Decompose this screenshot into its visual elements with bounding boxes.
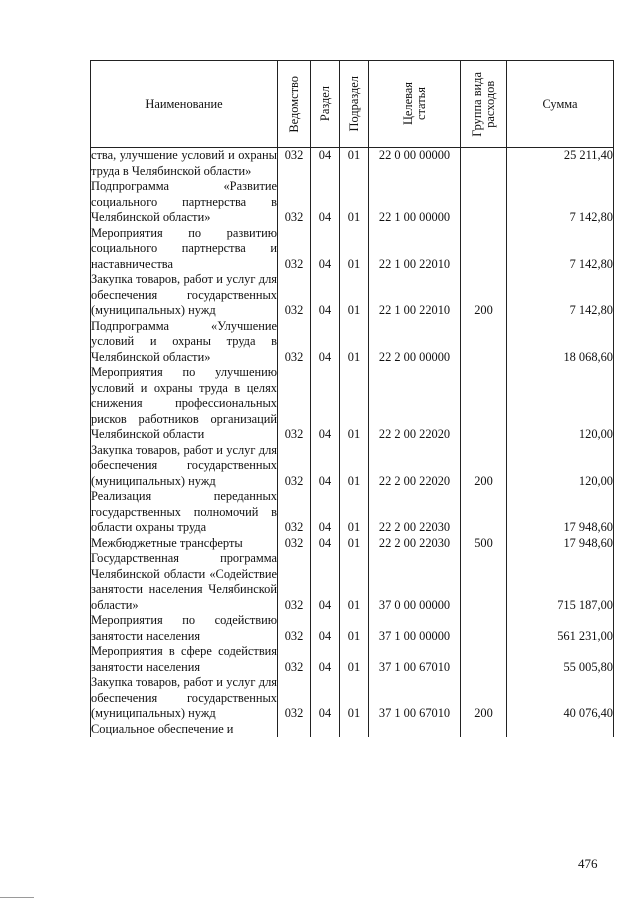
cell-sum: 715 187,00 <box>507 551 614 613</box>
cell-ved: 032 <box>278 226 311 273</box>
cell-name: Мероприятия по улучшению условий и охраны труда в целях снижения профессиональных рисков работников организаций Челябинской области <box>91 365 277 441</box>
cell-razd: 04 <box>311 365 340 443</box>
cell-podr: 01 <box>340 675 369 722</box>
cell-stat: 37 1 00 00000 <box>369 613 461 644</box>
table-row <box>91 675 614 722</box>
cell-podr: 01 <box>340 489 369 536</box>
cell-grp <box>461 365 507 443</box>
table-row <box>91 644 614 675</box>
cell-razd: 04 <box>311 675 340 722</box>
cell-grp: 200 <box>461 272 507 319</box>
cell-name: Мероприятия по содействию занятости населения <box>91 613 277 643</box>
cell-podr: 01 <box>340 148 369 180</box>
cell-grp <box>461 226 507 273</box>
cell-stat: 37 0 00 00000 <box>369 551 461 613</box>
cell-stat: 22 2 00 22030 <box>369 536 461 552</box>
header-podrazdel: Подраздел <box>340 61 369 148</box>
cell-grp <box>461 489 507 536</box>
cell-name: ства, улучшение условий и охраны труда в Челябинской области» <box>91 148 277 178</box>
table-row <box>91 536 614 552</box>
cell-stat: 37 1 00 67010 <box>369 675 461 722</box>
cell-grp <box>461 722 507 738</box>
cell-stat: 22 2 00 22030 <box>369 489 461 536</box>
table-row <box>91 319 614 366</box>
cell-name: Социальное обеспечение и <box>91 722 278 738</box>
table-header-row <box>91 61 614 148</box>
cell-name: Реализация переданных государственных полномочий в области охраны труда <box>91 489 277 534</box>
scan-edge-mark <box>0 897 34 898</box>
cell-ved: 032 <box>278 489 311 536</box>
cell-grp <box>461 551 507 613</box>
cell-sum: 120,00 <box>507 365 614 443</box>
cell-razd: 04 <box>311 551 340 613</box>
cell-sum: 7 142,80 <box>507 272 614 319</box>
table-row <box>91 613 614 644</box>
cell-podr: 01 <box>340 179 369 226</box>
cell-podr: 01 <box>340 551 369 613</box>
cell-grp: 200 <box>461 443 507 490</box>
cell-ved: 032 <box>278 148 311 180</box>
page-number: 476 <box>578 856 598 871</box>
cell-sum: 55 005,80 <box>507 644 614 675</box>
cell-sum: 18 068,60 <box>507 319 614 366</box>
header-name: Наименование <box>91 61 278 148</box>
cell-grp <box>461 644 507 675</box>
cell-razd: 04 <box>311 272 340 319</box>
cell-name: Государственная программа Челябинской области «Содействие занятости населения Челябинской области» <box>91 551 277 612</box>
cell-grp: 200 <box>461 675 507 722</box>
cell-stat: 22 2 00 22020 <box>369 365 461 443</box>
cell-grp <box>461 148 507 180</box>
cell-stat: 22 2 00 22020 <box>369 443 461 490</box>
cell-name: Мероприятия по развитию социального партнерства и наставничества <box>91 225 277 271</box>
cell-razd: 04 <box>311 613 340 644</box>
table-row <box>91 272 614 319</box>
table-row <box>91 226 614 273</box>
cell-razd: 04 <box>311 319 340 366</box>
cell-stat: 22 1 00 00000 <box>369 179 461 226</box>
cell-podr: 01 <box>340 272 369 319</box>
cell-name: Закупка товаров, работ и услуг для обеспечения государственных (муниципальных) нужд <box>91 675 277 720</box>
cell-ved: 032 <box>278 443 311 490</box>
header-vedomstvo: Ведомство <box>278 61 311 148</box>
cell-razd: 04 <box>311 644 340 675</box>
cell-podr <box>340 722 369 738</box>
cell-grp <box>461 179 507 226</box>
cell-sum: 7 142,80 <box>507 226 614 273</box>
header-target-article: Целевая статья <box>369 61 461 148</box>
cell-ved: 032 <box>278 272 311 319</box>
table-row <box>91 443 614 490</box>
cell-razd: 04 <box>311 489 340 536</box>
cell-razd: 04 <box>311 148 340 180</box>
cell-ved: 032 <box>278 551 311 613</box>
table-row <box>91 489 614 536</box>
table-row <box>91 365 614 443</box>
cell-name: Закупка товаров, работ и услуг для обеспечения государственных (муниципальных) нужд <box>91 442 277 488</box>
cell-ved: 032 <box>278 319 311 366</box>
cell-ved: 032 <box>278 675 311 722</box>
cell-razd: 04 <box>311 179 340 226</box>
cell-stat: 22 1 00 22010 <box>369 272 461 319</box>
cell-stat: 22 2 00 00000 <box>369 319 461 366</box>
cell-sum: 120,00 <box>507 443 614 490</box>
cell-name: Подпрограмма «Улучшение условий и охраны труда в Челябинской области» <box>91 318 277 364</box>
cell-name: Межбюджетные трансферты <box>91 536 278 552</box>
cell-podr: 01 <box>340 613 369 644</box>
cell-ved: 032 <box>278 613 311 644</box>
cell-stat: 22 0 00 00000 <box>369 148 461 180</box>
cell-podr: 01 <box>340 536 369 552</box>
cell-razd: 04 <box>311 226 340 273</box>
cell-podr: 01 <box>340 443 369 490</box>
table-row <box>91 148 614 180</box>
table-row <box>91 179 614 226</box>
cell-razd <box>311 722 340 738</box>
cell-sum: 17 948,60 <box>507 489 614 536</box>
cell-razd: 04 <box>311 536 340 552</box>
cell-razd: 04 <box>311 443 340 490</box>
cell-podr: 01 <box>340 644 369 675</box>
cell-name: Мероприятия в сфере содействия занятости населения <box>91 644 277 674</box>
table-body <box>91 148 614 738</box>
cell-podr: 01 <box>340 365 369 443</box>
table-row <box>91 551 614 613</box>
header-expense-group: Группа вида расходов <box>461 61 507 148</box>
cell-sum: 25 211,40 <box>507 148 614 180</box>
cell-ved <box>278 722 311 738</box>
cell-sum: 17 948,60 <box>507 536 614 552</box>
cell-sum <box>507 722 614 738</box>
cell-sum: 40 076,40 <box>507 675 614 722</box>
cell-ved: 032 <box>278 365 311 443</box>
cell-stat: 22 1 00 22010 <box>369 226 461 273</box>
cell-stat <box>369 722 461 738</box>
cell-sum: 561 231,00 <box>507 613 614 644</box>
cell-podr: 01 <box>340 226 369 273</box>
table-row <box>91 722 614 738</box>
budget-table <box>90 60 614 737</box>
cell-name: Подпрограмма «Развитие социального партнерства в Челябинской области» <box>91 179 277 224</box>
header-sum: Сумма <box>507 61 614 148</box>
cell-name: Закупка товаров, работ и услуг для обеспечения государственных (муниципальных) нужд <box>91 272 277 317</box>
cell-ved: 032 <box>278 536 311 552</box>
cell-grp <box>461 319 507 366</box>
cell-sum: 7 142,80 <box>507 179 614 226</box>
cell-grp: 500 <box>461 536 507 552</box>
cell-ved: 032 <box>278 179 311 226</box>
cell-podr: 01 <box>340 319 369 366</box>
header-razdel: Раздел <box>311 61 340 148</box>
cell-grp <box>461 613 507 644</box>
cell-stat: 37 1 00 67010 <box>369 644 461 675</box>
cell-ved: 032 <box>278 644 311 675</box>
